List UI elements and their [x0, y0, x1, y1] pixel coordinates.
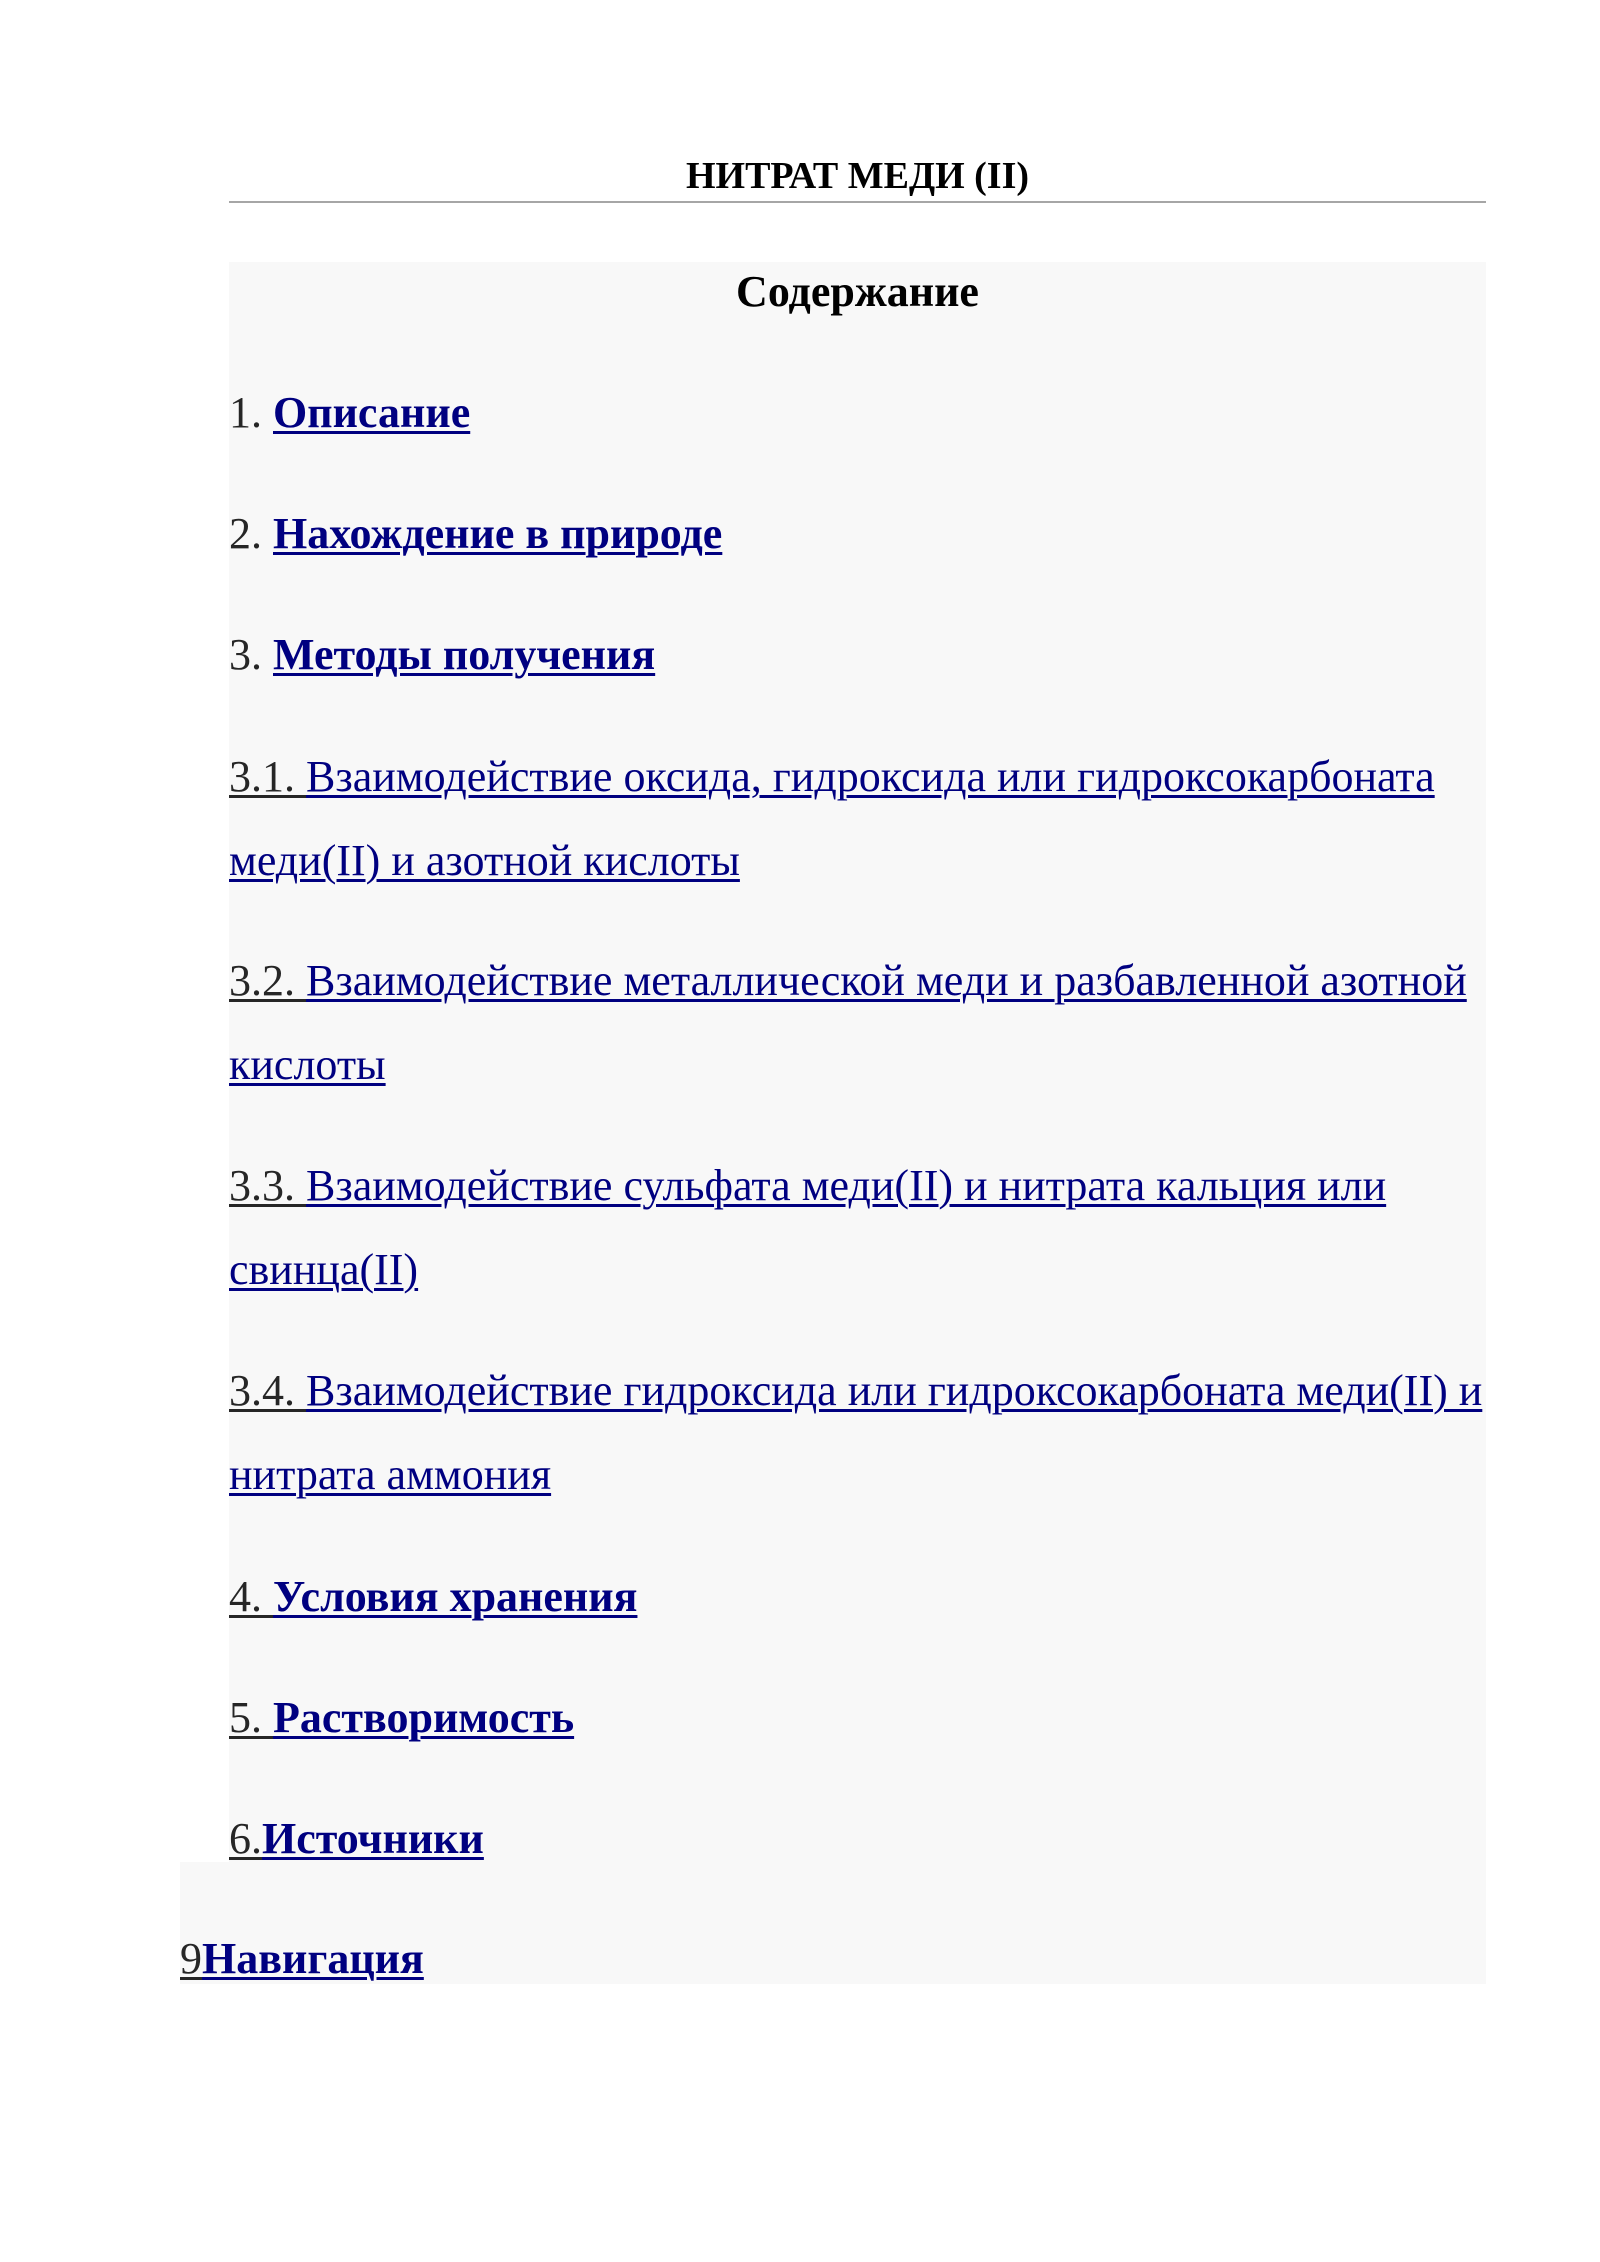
title-divider	[229, 201, 1486, 203]
toc-link-method-3-2[interactable]: Взаимодействие металлической меди и разбавленной азотной кислоты	[229, 956, 1467, 1089]
toc-item-number: 6.	[229, 1814, 262, 1863]
toc-link-method-3-1[interactable]: Взаимодействие оксида, гидроксида или гидроксокарбоната меди(II) и азотной кислоты	[229, 752, 1435, 885]
toc-item-description	[229, 383, 470, 443]
toc-item-sources	[229, 1809, 484, 1869]
toc-item-number: 4.	[229, 1572, 273, 1621]
toc-link-methods[interactable]: Методы получения	[273, 630, 656, 679]
page-title: НИТРАТ МЕДИ (II)	[685, 155, 1030, 197]
toc-link-description[interactable]: Описание	[273, 388, 471, 437]
toc-link-method-3-4[interactable]: Взаимодействие гидроксида или гидроксокарбоната меди(II) и нитрата аммония	[229, 1366, 1483, 1499]
toc-item-navigation	[180, 1929, 424, 1989]
toc-item-number: 9	[180, 1934, 202, 1983]
toc-item-occurrence	[229, 504, 722, 564]
toc-link-solubility[interactable]: Растворимость	[273, 1693, 575, 1742]
toc-item-number: 3.4.	[229, 1366, 306, 1415]
toc-item-methods	[229, 625, 655, 685]
toc-item-storage	[229, 1567, 637, 1627]
toc-item-number: 3.2.	[229, 956, 306, 1005]
toc-item-number: 3.	[229, 630, 273, 679]
toc-item-solubility	[229, 1688, 574, 1748]
toc-link-method-3-3[interactable]: Взаимодействие сульфата меди(II) и нитрата кальция или свинца(II)	[229, 1161, 1387, 1294]
toc-item-method-3-1	[229, 735, 1486, 903]
toc-item-number: 3.1.	[229, 752, 306, 801]
toc-link-sources[interactable]: Источники	[262, 1814, 484, 1863]
toc-item-number: 2.	[229, 509, 273, 558]
toc-heading: Содержание	[736, 267, 979, 316]
toc-link-navigation[interactable]: Навигация	[202, 1934, 424, 1983]
toc-link-occurrence[interactable]: Нахождение в природе	[273, 509, 723, 558]
toc-item-number: 3.3.	[229, 1161, 306, 1210]
toc-link-storage[interactable]: Условия хранения	[273, 1572, 638, 1621]
toc-item-method-3-3	[229, 1144, 1486, 1312]
toc-item-number: 5.	[229, 1693, 273, 1742]
toc-item-method-3-2	[229, 939, 1486, 1107]
toc-item-number: 1.	[229, 388, 273, 437]
toc-item-method-3-4	[229, 1349, 1486, 1517]
